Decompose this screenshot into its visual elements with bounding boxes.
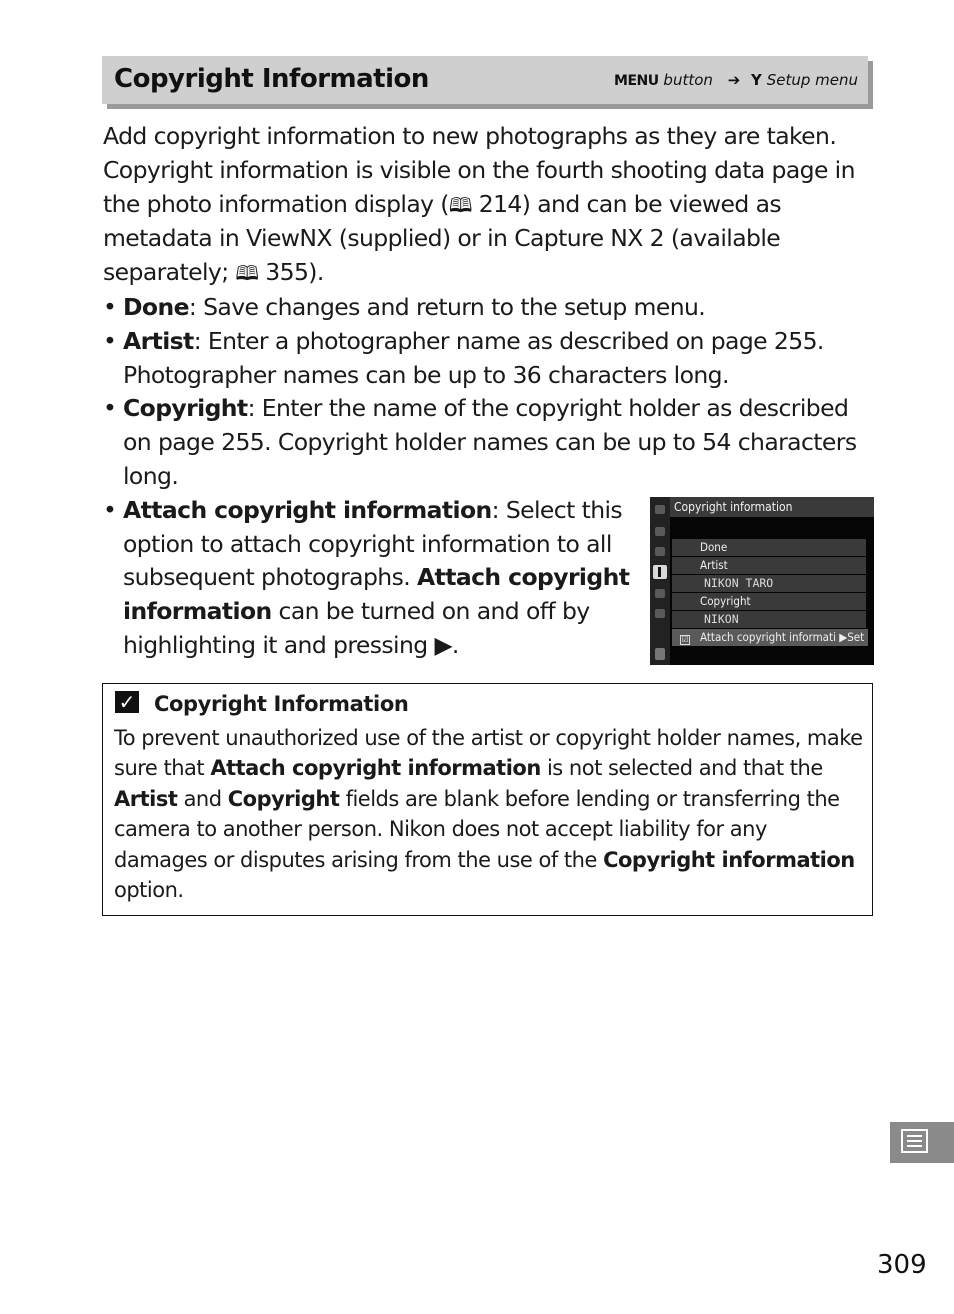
playback-icon bbox=[655, 505, 665, 514]
menu-sidebar bbox=[650, 497, 670, 665]
bullet-term: Artist bbox=[123, 326, 194, 355]
list-item bbox=[103, 325, 883, 393]
screen-item-attach bbox=[672, 629, 868, 646]
screen-title: Copyright information bbox=[670, 497, 874, 517]
note-text: To prevent unauthorized use of the artist or copyright holder names, make sure that bbox=[114, 726, 863, 781]
intro-text-3: 355). bbox=[258, 258, 324, 287]
camera-screen-image bbox=[650, 497, 874, 665]
intro-paragraph bbox=[103, 120, 883, 291]
note-text: is not selected and that the bbox=[540, 756, 823, 781]
intro-text-1: Add copyright information to new photographs as they are taken. Copyright information is visible on the fourth shooting data page in the photo information display ( bbox=[103, 122, 855, 218]
note-text: and bbox=[177, 786, 228, 811]
bullet-text: : Enter a photographer name as described on page 255. Photographer names can be up to 36 characters long. bbox=[123, 326, 824, 389]
arrow-icon: ➔ bbox=[727, 71, 741, 89]
note-bold: Copyright information bbox=[603, 847, 855, 872]
check-icon: ✓ bbox=[115, 691, 139, 713]
screen-value-copyright: NIKON bbox=[672, 611, 866, 628]
page-number: 309 bbox=[877, 1250, 927, 1280]
menu-button-label: MENU bbox=[614, 73, 659, 89]
retouch-icon bbox=[655, 589, 665, 598]
list-icon bbox=[901, 1129, 928, 1153]
list-item bbox=[103, 291, 883, 325]
list-item bbox=[103, 392, 883, 493]
button-word: button bbox=[663, 71, 713, 89]
bullet-text: : Enter the name of the copyright holder as described on page 255. Copyright holder names can be up to 54 characters long. bbox=[123, 394, 857, 490]
section-header bbox=[102, 56, 868, 104]
book-icon: 🕮 bbox=[235, 261, 259, 286]
bullet-text: : Select this option to attach copyright information to all subsequent photographs. bbox=[123, 495, 623, 592]
note-bold: Artist bbox=[114, 786, 178, 811]
screen-item-done: Done bbox=[672, 539, 866, 556]
my-menu-icon bbox=[655, 609, 665, 618]
note-box bbox=[102, 683, 873, 916]
checkbox-icon: ☑ bbox=[681, 635, 689, 644]
setup-menu-label: Setup menu bbox=[766, 71, 858, 89]
bullet-text: : Save changes and return to the setup menu. bbox=[188, 292, 706, 321]
bullet-term: Attach copyright information bbox=[123, 495, 492, 524]
bullet-term: Copyright bbox=[123, 394, 248, 423]
bullet-term: Attach copyright information bbox=[123, 563, 630, 626]
help-icon bbox=[655, 648, 665, 660]
list-item bbox=[103, 494, 639, 663]
attach-label: Attach copyright informati ▶Set bbox=[700, 630, 865, 644]
pencil-icon bbox=[655, 547, 665, 556]
note-bold: Copyright bbox=[227, 786, 340, 811]
wrench-icon: Y bbox=[751, 71, 762, 89]
screen-item-copyright: Copyright bbox=[672, 593, 866, 610]
intro-text-2: 214) and can be viewed as metadata in ViewNX (supplied) or in Capture NX 2 (available separately; bbox=[103, 189, 782, 287]
screen-item-artist: Artist bbox=[672, 557, 866, 574]
wrench-icon bbox=[653, 565, 667, 579]
note-bold: Attach copyright information bbox=[210, 756, 541, 781]
bullet-text: can be turned on and off by highlighting it and pressing ▶. bbox=[123, 597, 590, 659]
note-text: option. bbox=[114, 878, 184, 903]
bullet-term: Done bbox=[123, 292, 189, 321]
menu-path bbox=[614, 71, 858, 89]
book-icon: 🕮 bbox=[448, 192, 472, 217]
note-text: fields are blank before lending or transferring the camera to another person. Nikon does not accept liability for any damages or disputes arising from the use of the bbox=[114, 786, 840, 872]
note-paragraph bbox=[114, 723, 864, 905]
menu-list-icon bbox=[890, 1122, 954, 1163]
note-title: Copyright Information bbox=[154, 692, 409, 716]
page-title: Copyright Information bbox=[114, 64, 429, 94]
note-body bbox=[114, 723, 864, 905]
camera-icon bbox=[655, 527, 665, 536]
screen-value-artist: NIKON TARO bbox=[672, 575, 866, 592]
